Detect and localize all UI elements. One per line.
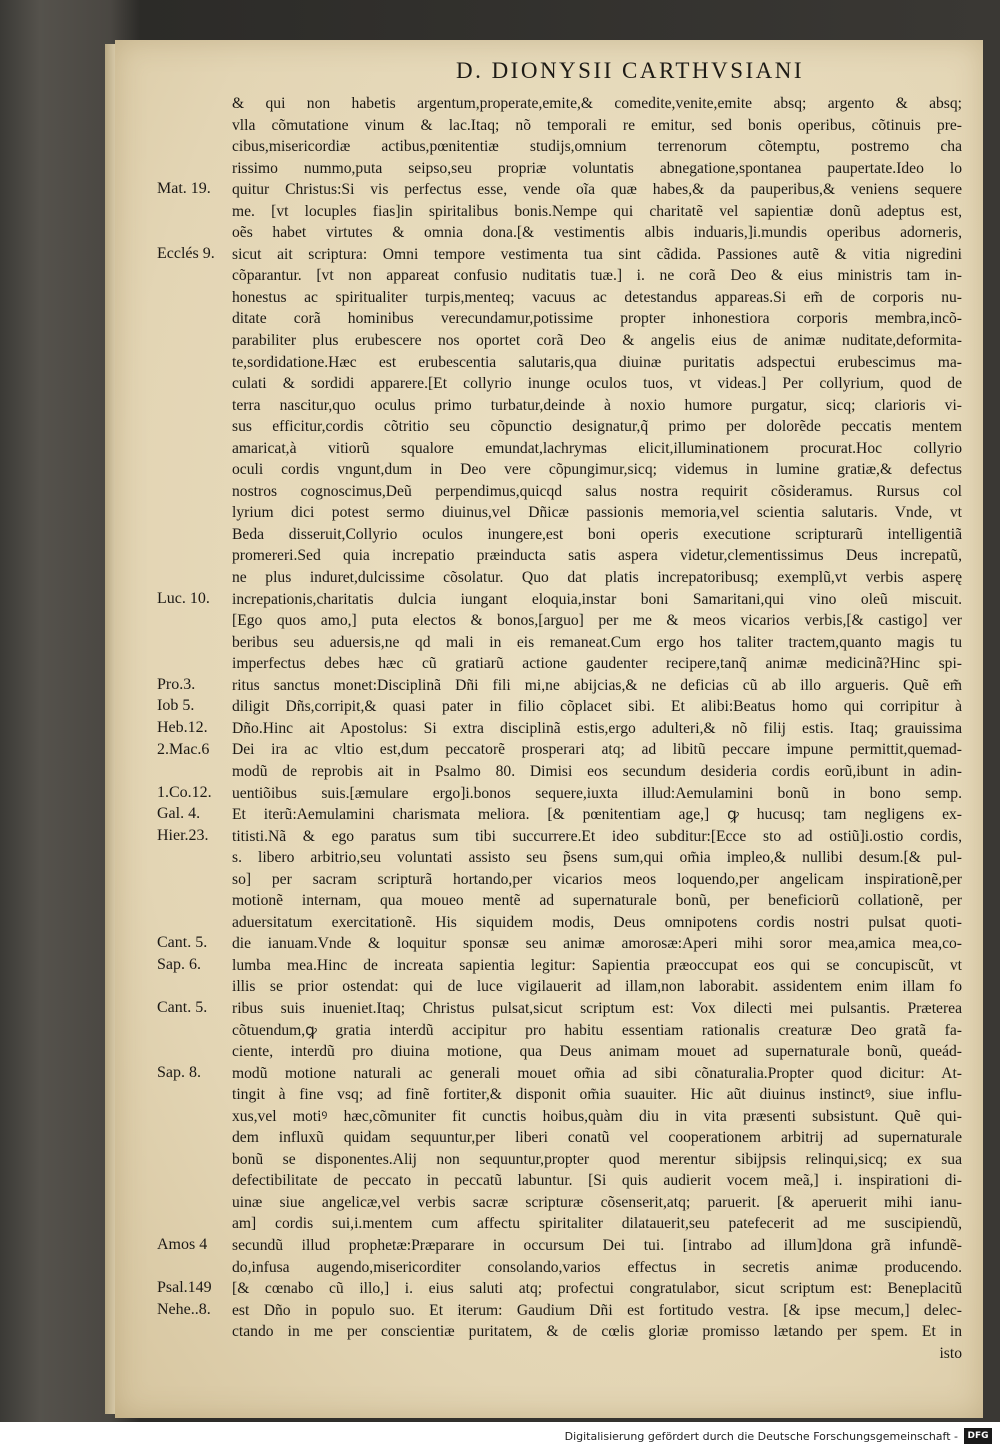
footer-bar — [0, 1422, 1000, 1451]
dfg-logo-icon: DFG — [964, 1428, 992, 1444]
catchword: isto — [939, 1344, 962, 1362]
margin-reference: Sap. 6. — [157, 956, 201, 973]
text-line: ctando in me per conscientiæ puritatem, & de cœlis gloriæ promisso lætando per spem. Et in — [232, 1323, 962, 1341]
text-line: modũ motione naturali ac generali mouet om̃ia ad sibi cõnaturalia.Propter quod dicitur: At- — [232, 1064, 962, 1082]
text-line: est Dño in populo suo. Et iterum: Gaudium Dñi est fortitudo vestra. [& ipse mecum,] delec- — [232, 1301, 962, 1319]
text-line: increpationis,charitatis dulcia iungant eloquia,instar boni Samaritani,qui vino oleũ miscuit. — [232, 590, 962, 608]
text-line: ne plus induret,dulcissime cõsolatur. Quo dat platis increpatoribusq; exemplũ,vt verbis asperę — [232, 569, 962, 587]
text-line: dem influxũ quidam sequuntur,per liberi conatũ vel cooperationem arbitrij ad supernaturale — [232, 1129, 962, 1147]
text-line: so] per sacram scripturã hortando,per vicarios meos loquendo,per angelicam inspirationẽ,per — [232, 870, 962, 888]
text-line: am] cordis sui,i.mentem cum affectu spiritaliter dilatauerit,seu patefecerit ad me suscipiendũ, — [232, 1215, 962, 1233]
margin-reference: Heb.12. — [157, 718, 208, 736]
text-line: ditate corã hominibus verecundamur,potissime propter inhonestiora corporis membra,incõ- — [232, 310, 962, 328]
text-line: uentiõibus suis.[æmulare ergo]i.bonos sequere,iuxta illud:Aemulamini bonũ in bono semp. — [232, 784, 962, 802]
text-line: nostros cognoscimus,Deũ perpendimus,quicqd salus nostra requirit cõsideramus. Rursus col — [232, 482, 962, 500]
text-line: honestus ac spiritualiter turpis,menteq; vacuus ac detestandus appareas.Si em̃ de corporis nu- — [232, 288, 962, 306]
margin-reference: Sap. 8. — [157, 1063, 201, 1081]
margin-reference: Hier.23. — [157, 826, 209, 844]
body-text — [232, 93, 962, 1364]
text-line: parabiliter plus erubescere nos oportet corã Deo & angelis eius de animæ nuditate,deformita- — [232, 332, 962, 350]
text-line: te,sordidatione.Hæc est erubescentia salutaris,qua diuinæ puritatis adspectui erubescimus ma- — [232, 353, 962, 371]
margin-reference: Mat. 19. — [157, 180, 211, 198]
text-line: lyrium dici potest sermo diuinus,vel Dñicæ passionis memoria,vel scientia salutaris. Vnde, vt — [232, 504, 962, 522]
running-head: D. DIONYSII CARTHVSIANI — [455, 58, 805, 83]
text-line: tingit à fine vsq; ad finẽ fortiter,& disponit om̃ia suauiter. Hic aũt diuinus instinctꝰ, siue influ- — [232, 1086, 962, 1104]
text-line: cibus,misericordiæ actibus,pœnitentiæ studijs,omnium terrenorum cõtemptu, postremo cha — [232, 138, 962, 156]
text-line: ciente, interdũ pro diuina motione, qua Deus animam mouet ad supernaturale bonũ, queád- — [232, 1043, 962, 1061]
text-line: culati & sordidi apparere.[Et collyrio inunge oculos tuos, vt videas.] Per collyrium, quod de — [232, 375, 962, 393]
text-line: [& cœnabo cũ illo,] i. eius saluti atq; profectui congratulabor, sicut scriptum est: Beneplacitũ — [232, 1280, 962, 1298]
text-line: illis se prior ostendat: qui de luce vigilauerit ad illam,non laborabit. assidentem enim illam fo — [232, 978, 962, 996]
text-line: bonũ se disponentes.Alij non sequuntur,propter quod merentur sibijpsis relinqui,sicq; ex sua — [232, 1150, 962, 1168]
text-line: s. libero arbitrio,seu voluntati assisto seu p̃sens sum,qui om̃ia impleo,& nullibi desum.[& pul- — [232, 849, 962, 867]
text-line: imperfectus debes hæc cũ gratiarũ actione gaudenter recipere,tanq̃ animæ medicinã?Hinc spi- — [232, 655, 962, 673]
text-line: beribus seu aduersis,ne qd mali in eis remaneat.Cum ergo hos taliter tractem,quanto magis tu — [232, 633, 962, 651]
margin-reference: Ecclés 9. — [157, 244, 215, 262]
text-line: & qui non habetis argentum,properate,emite,& comedite,venite,emite absq; argento & absq; — [232, 95, 962, 112]
text-line: oculi cordis vngunt,dum in Deo vere cõpungimur,sicq; videmus in lumine gratiæ,& defectus — [232, 461, 962, 479]
text-line: Et iterũ:Aemulamini charismata meliora. [& pœnitentiam age,] ꝙ hucusq; tam negligens ex- — [232, 806, 962, 824]
margin-reference: Pro.3. — [157, 675, 196, 693]
margin-reference: 2.Mac.6 — [157, 740, 210, 758]
text-line: motionẽ internam, qua moueo mentẽ ad supernaturale bonũ, per beneficiorũ collationẽ, per — [232, 892, 962, 910]
text-line: sus efficitur,cordis cõtritio seu cõpunctio designatur,q̃ primo per dolorẽde peccatis mentem — [232, 418, 962, 436]
margin-reference: Nehe..8. — [157, 1300, 211, 1318]
text-line: oẽs habet virtutes & omnia dona.[& vestimentis albis induaris,]i.mundis operibus adorneris, — [232, 224, 962, 242]
margin-reference: Amos 4 — [157, 1236, 208, 1254]
text-line: Dño.Hinc ait Apostolus: Si extra disciplinã estis,ergo adulteri,& nõ filij estis. Itaq; grauissima — [232, 719, 962, 737]
text-line: titisti.Nã & ego paratus sum tibi succurrere.Et ideo subditur:[Ecce sto ad ostiũ]i.ostio cordis, — [232, 827, 962, 845]
text-line: [Ego quos amo,] puta electos & bonos,[arguo] per me & meos vicarios verbis,[& castigo] ver — [232, 612, 962, 630]
margin-reference: Cant. 5. — [157, 999, 208, 1017]
margin-reference: Gal. 4. — [157, 805, 201, 823]
text-line: ritus sanctus monet:Disciplinã Dñi fili mi,ne abijcias,& ne deficias cũ ab illo argueris. Quẽ em̃ — [232, 676, 962, 694]
text-line: ribus suis inueniet.Itaq; Christus pulsat,sicut scriptum est: Vox dilecti mei pulsantis. Præterea — [232, 999, 962, 1017]
text-line: cõtuendum,ꝙ gratia interdũ accipitur pro habitu essentiam rationalis creaturæ Deo gratã fa- — [232, 1021, 962, 1039]
text-line: sicut ait scriptura: Omni tempore vestimenta tua sint cãdida. Passiones autẽ & vitia nigredini — [232, 245, 962, 263]
text-line: lumba mea.Hinc de increata sapientia legitur: Sapientia præoccupat eos qui se concupiscũt, vt — [232, 956, 962, 974]
text-line: Dei ira ac vltio est,dum peccatorẽ prosperari atq; ad libitũ peccare impune permittit,quemad- — [232, 741, 962, 759]
text-line: quitur Christus:Si vis perfectus esse, vende oĩa quæ habes,& da pauperibus,& veniens sequere — [232, 181, 962, 199]
text-line: vlla cõmutatione vinum & lac.Itaq; nõ temporali re emitur, sed bonis operibus, cõtinuis pre- — [232, 116, 962, 134]
text-line: defectibilitate de peccato in peccatũ labuntur. [Si quis audierit vocem meã,] i. inspirationi di- — [232, 1172, 962, 1190]
text-line: diligit Dñs,corripit,& quasi pater in filio cõplacet sibi. Et alibi:Beatus homo qui corripitur à — [232, 698, 962, 716]
text-line: aduersitatum exercitationẽ. His siquidem modis, Deus omnipotens cordis nostri pulsat quoti- — [232, 913, 962, 931]
text-line: uinæ siue angelicæ,vel verbis sacræ scripturæ cõsenserit,atq; paruerit. [& aperuerit mihi ianu- — [232, 1193, 962, 1211]
text-line: xus,vel motiꝰ hæc,cõmuniter fit cunctis hoibus,quàm diu in vita præsenti subsistunt. Quẽ qui- — [232, 1107, 962, 1125]
text-line: promereri.Sed quia increpatio præinducta satis aspera videtur,clementissimus Deus increpatũ, — [232, 547, 962, 565]
margin-reference: Cant. 5. — [157, 934, 208, 952]
margin-reference: Luc. 10. — [157, 589, 210, 607]
text-line: die ianuam.Vnde & loquitur sponsæ seu animæ amorosæ:Aperi mihi soror mea,amica mea,co- — [232, 935, 962, 953]
margin-reference: 1.Co.12. — [157, 783, 212, 801]
text-line: secundũ illud prophetæ:Præparare in occursum Dei tui. [intrabo ad illum]dona grã infundẽ- — [232, 1236, 962, 1254]
footer-credit: Digitalisierung gefördert durch die Deutsche Forschungsgemeinschaft - — [564, 1430, 958, 1443]
text-line: amaricat,à vitiorũ squalore emundat,lachrymas elicit,illuminationem procurat.Hoc collyrio — [232, 439, 962, 457]
text-line: me. [vt locuples fias]in spiritalibus bonis.Nempe qui charitatẽ vel sapientiæ donũ adeptus est, — [232, 202, 962, 220]
text-line: do,infusa augendo,misericorditer consolando,varios effectus in secretis animæ producendo. — [232, 1258, 962, 1276]
text-line: cõparantur. [vt non appareat confusio nuditatis tuæ.] i. ne corã Deo & eius ministris tam in- — [232, 267, 962, 285]
text-line: terra nascitur,quo oculus primo turbatur,deinde à noxio humore purgatur, sicq; clarioris vi- — [232, 396, 962, 414]
text-line: Beda disseruit,Collyrio oculos inungere,est boni operis executione scripturarũ intelligentiã — [232, 525, 962, 543]
margin-reference: Psal.149 — [157, 1279, 212, 1297]
text-line: rissimo nummo,puta seipso,seu propriæ voluntatis abnegatione,spontanea paupertate.Ideo lo — [232, 159, 962, 177]
text-line: modũ de reprobis ait in Psalmo 80. Dimisi eos secundum desideria cordis eorũ,ibunt in adin- — [232, 762, 962, 780]
margin-reference: Iob 5. — [157, 697, 195, 715]
